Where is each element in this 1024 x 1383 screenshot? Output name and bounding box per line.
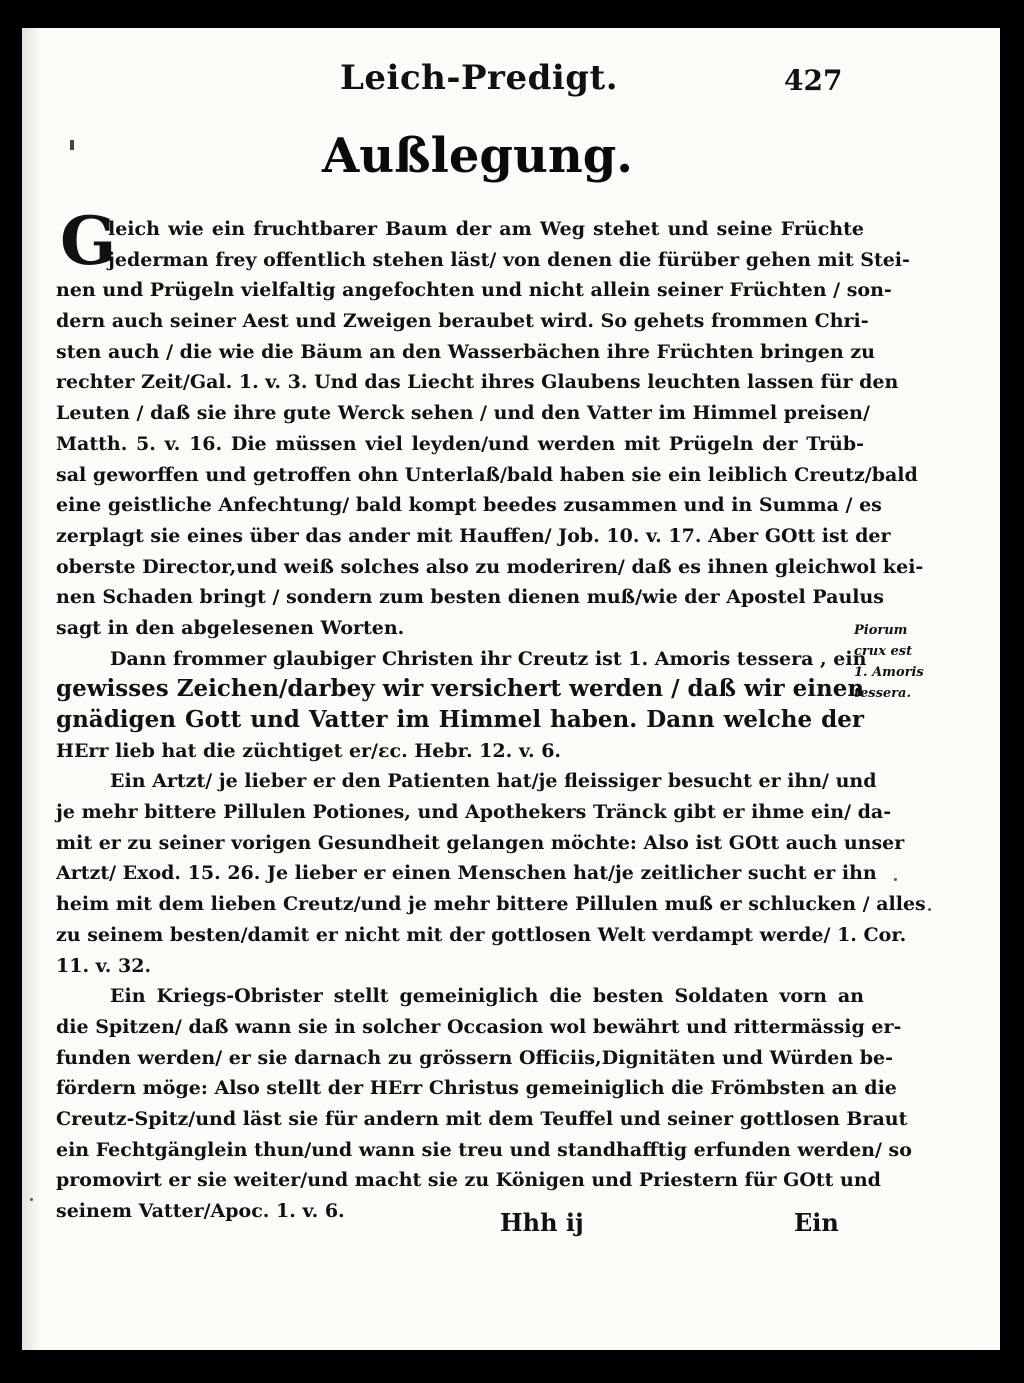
section-heading: Außlegung.	[322, 128, 634, 184]
text-line: jederman frey offentlich stehen läst/ von denen die fürüber gehen mit Stei-	[108, 248, 910, 271]
text-line: je mehr bittere Pillulen Potiones, und Apothekers Tränck gibt er ihme ein/ da-	[56, 801, 892, 824]
text-line: leich wie ein fruchtbarer Baum der am Weg stehet und seine Früchte	[108, 218, 864, 240]
text-line: Matth. 5. v. 16. Die müssen viel leyden/und werden mit Prügeln der Trüb-	[56, 432, 864, 455]
text-line: Leuten / daß sie ihre gute Werck sehen / und den Vatter im Himmel preisen/	[56, 402, 870, 425]
marginal-note	[854, 620, 924, 704]
text-line: dern auch seiner Aest und Zweigen beraubet wird. So gehets frommen Chri-	[56, 310, 869, 333]
marginal-note-line: tessera.	[854, 686, 911, 701]
text-line: Creutz-Spitz/und läst sie für andern mit dem Teuffel und seiner gottlosen Braut	[56, 1107, 908, 1130]
book-page	[22, 28, 1000, 1350]
ink-speck	[30, 1198, 33, 1201]
text-line: heim mit dem lieben Creutz/und je mehr bittere Pillulen muß er schlucken / alles	[56, 893, 926, 916]
text-line: sal geworffen und getroffen ohn Unterlaß/bald haben sie ein leiblich Creutz/bald	[56, 463, 918, 486]
page-number: 427	[784, 64, 843, 97]
marginal-note-line: crux est	[854, 644, 913, 659]
text-line: sagt in den abgelesenen Worten.	[56, 616, 405, 639]
ink-speck	[928, 908, 931, 911]
text-line: die Spitzen/ daß wann sie in solcher Occasion wol bewährt und rittermässig er-	[56, 1015, 902, 1038]
text-line: eine geistliche Anfechtung/ bald kompt beedes zusammen und in Summa / es	[56, 494, 882, 517]
text-line: sten auch / die wie die Bäum an den Wasserbächen ihre Früchten bringen zu	[56, 340, 875, 363]
text-line: funden werden/ er sie darnach zu grössern Officiis,Dignitäten und Würden be-	[56, 1046, 894, 1069]
ink-mark	[70, 140, 74, 150]
text-line: Dann frommer glaubiger Christen ihr Creutz ist 1. Amoris tessera , ein	[110, 647, 867, 670]
paragraph-3	[56, 766, 926, 981]
text-line: rechter Zeit/Gal. 1. v. 3. Und das Liecht ihres Glaubens leuchten lassen für den	[56, 371, 899, 394]
page-gutter-shadow	[22, 28, 40, 1350]
paragraph-2	[56, 644, 867, 767]
text-line: gnädigen Gott und Vatter im Himmel haben. Dann welche der	[56, 706, 864, 733]
text-line: zu seinem besten/damit er nicht mit der gottlosen Welt verdampt werde/ 1. Cor.	[56, 923, 907, 946]
text-line: zerplagt sie eines über das ander mit Hauffen/ Job. 10. v. 17. Aber GOtt ist der	[56, 524, 891, 547]
text-line: oberste Director,und weiß solches also zu moderiren/ daß es ihnen gleichwol kei-	[56, 555, 924, 578]
text-line: gewisses Zeichen/darbey wir versichert werden / daß wir einen	[56, 675, 865, 703]
text-line: Ein Kriegs-Obrister stellt gemeiniglich die besten Soldaten vorn an	[110, 985, 864, 1008]
text-line: fördern möge: Also stellt der HErr Christus gemeiniglich die Frömbsten an die	[56, 1077, 897, 1100]
text-line: 11. v. 32.	[56, 954, 152, 977]
text-line: HErr lieb hat die züchtiget er/ɛc. Hebr. 12. v. 6.	[56, 739, 562, 762]
ink-speck	[894, 878, 897, 881]
paragraph-4	[56, 981, 912, 1227]
text-line: seinem Vatter/Apoc. 1. v. 6.	[56, 1200, 345, 1222]
text-line: ein Fechtgänglein thun/und wann sie treu und standhafftig erfunden werden/ so	[56, 1138, 912, 1161]
text-line: mit er zu seiner vorigen Gesundheit gelangen möchte: Also ist GOtt auch unser	[56, 831, 905, 854]
text-line: nen und Prügeln vielfaltig angefochten und nicht allein seiner Früchten / son-	[56, 279, 892, 302]
catchword: Ein	[794, 1208, 839, 1237]
drop-cap: G	[60, 202, 117, 280]
signature-mark: Hhh ij	[500, 1208, 584, 1237]
text-line: Artzt/ Exod. 15. 26. Je lieber er einen Menschen hat/je zeitlicher sucht er ihn	[56, 862, 877, 885]
marginal-note-line: 1. Amoris	[854, 665, 924, 680]
text-line: nen Schaden bringt / sondern zum besten dienen muß/wie der Apostel Paulus	[56, 586, 885, 609]
marginal-note-line: Piorum	[854, 623, 908, 638]
running-head: Leich-Predigt.	[340, 58, 619, 98]
text-line: Ein Artzt/ je lieber er den Patienten hat/je fleissiger besucht er ihn/ und	[110, 770, 877, 793]
text-line: promovirt er sie weiter/und macht sie zu Königen und Priestern für GOtt und	[56, 1169, 881, 1192]
